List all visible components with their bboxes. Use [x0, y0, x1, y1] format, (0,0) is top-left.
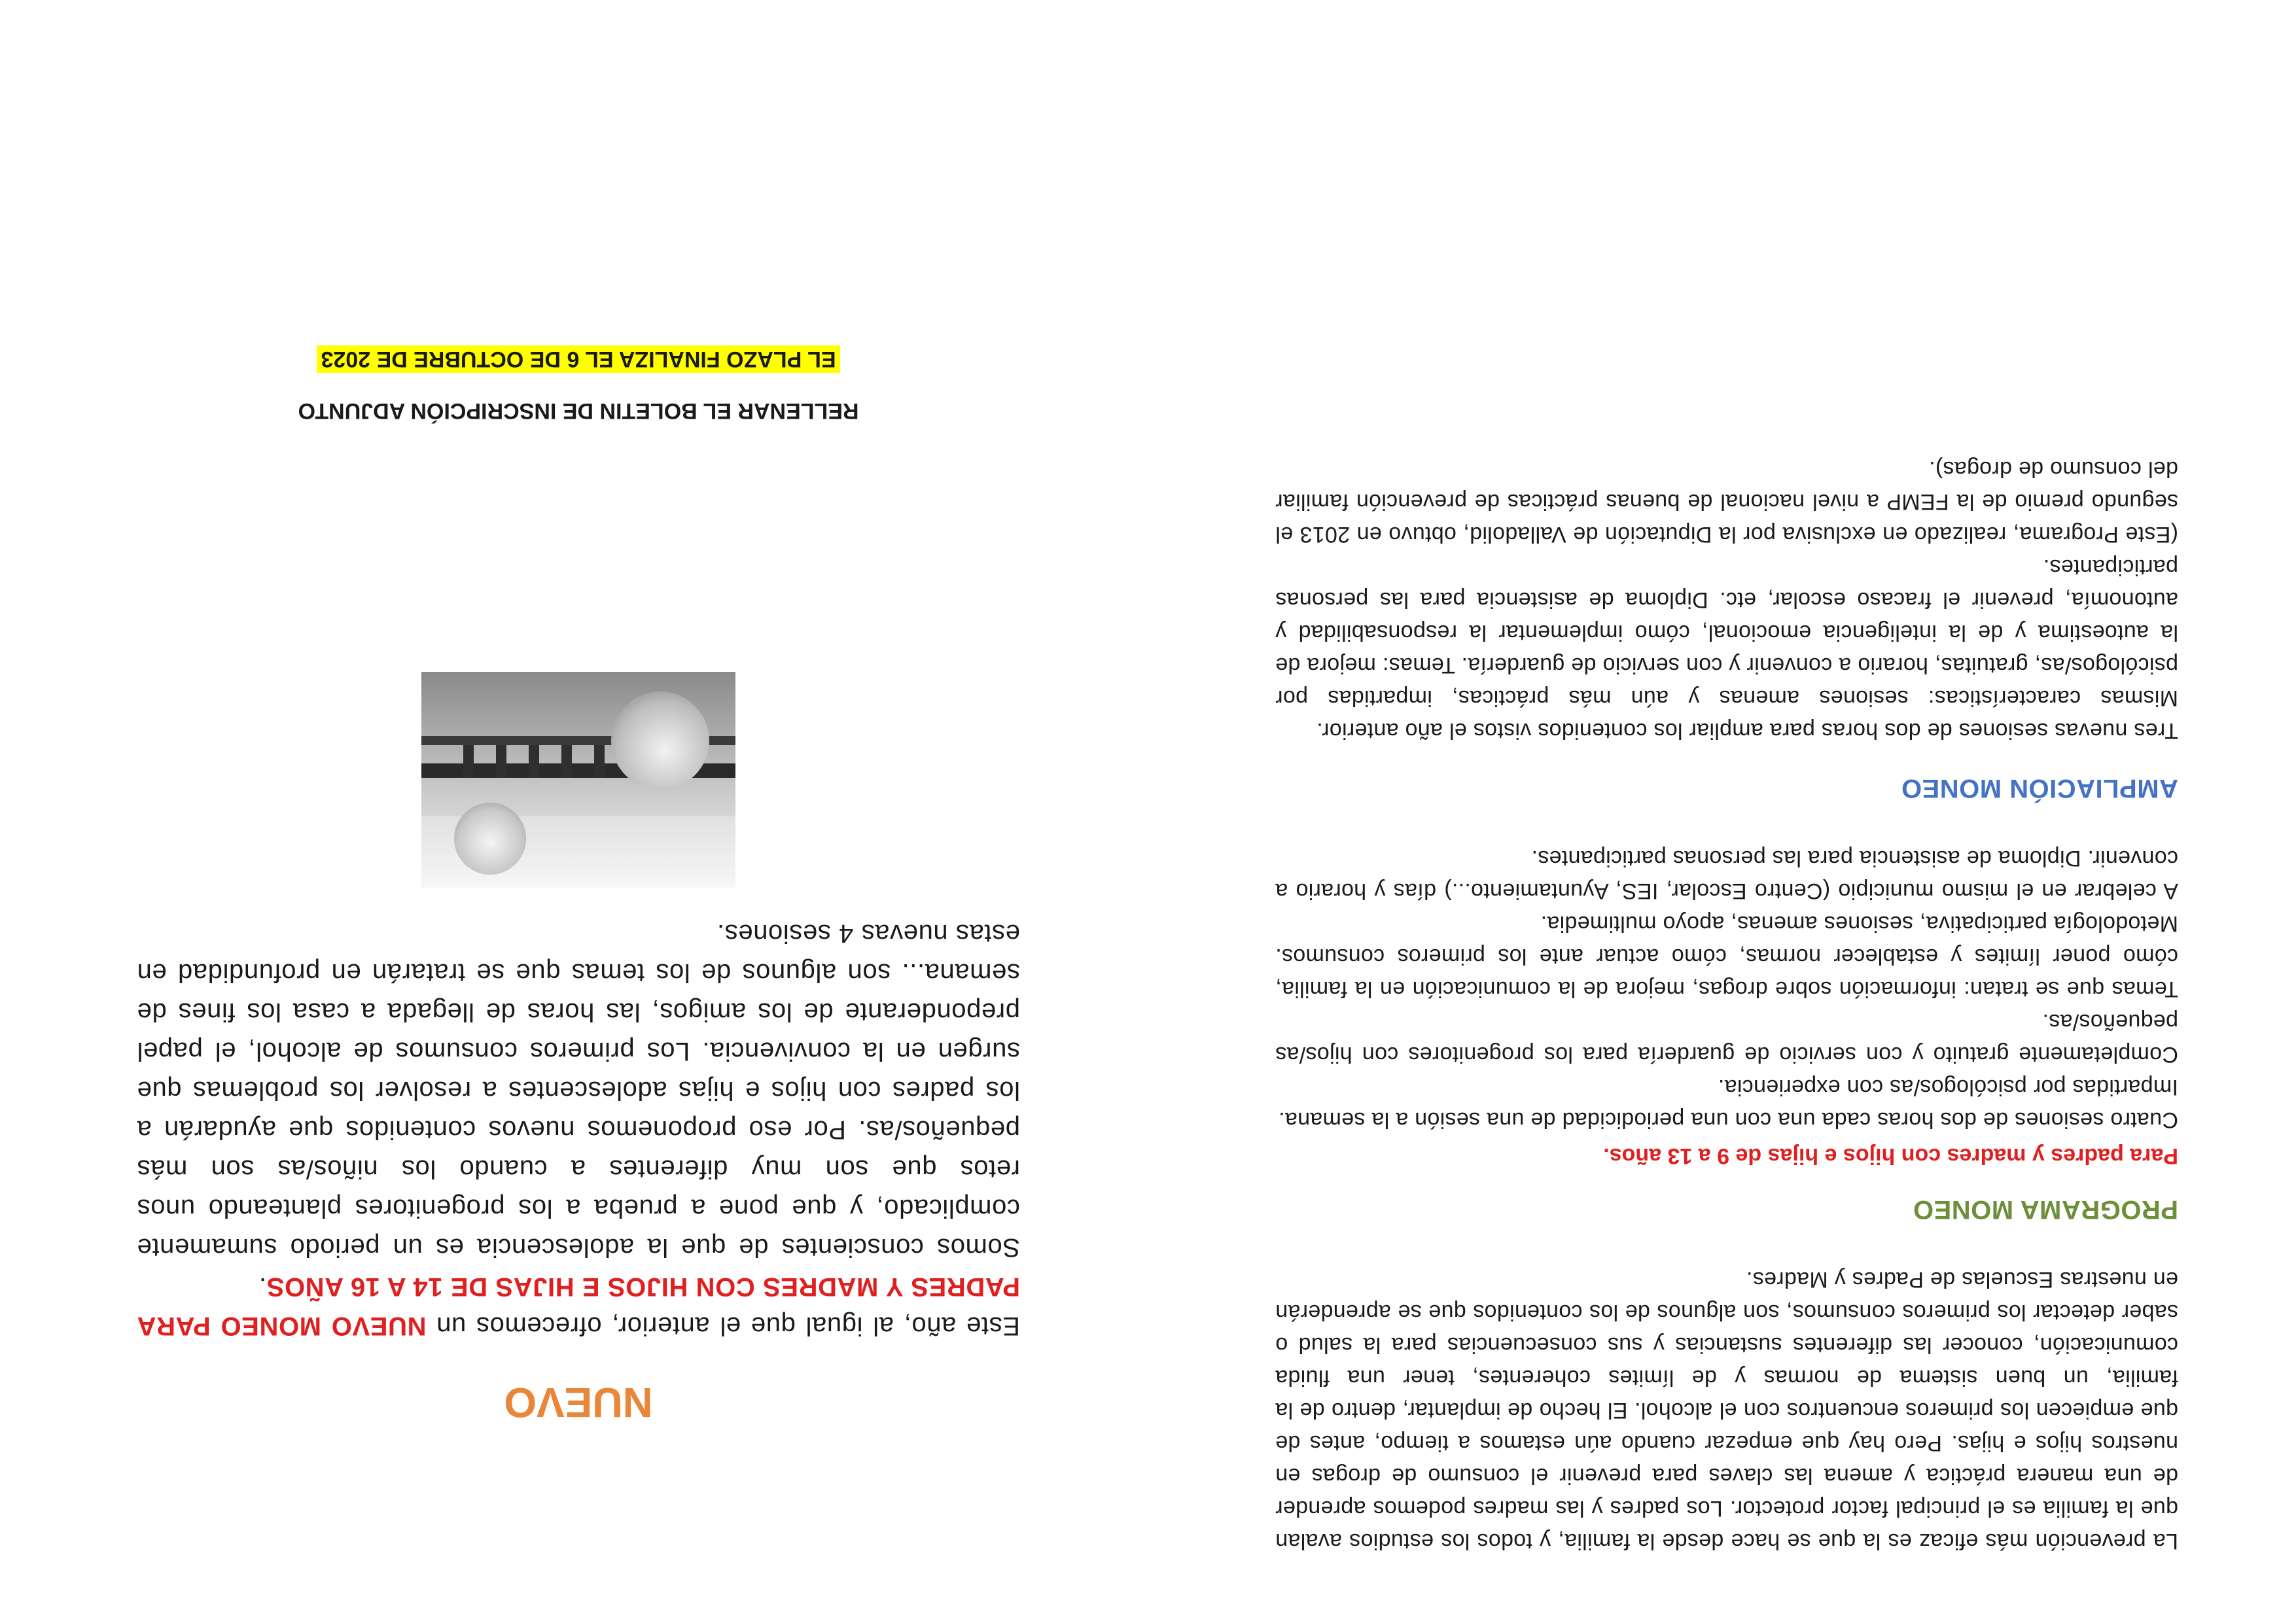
programa-line: A celebrar en el mismo municipio (Centro Escolar, IES, Ayuntamiento...) días y horario a convenir. Diploma de asistencia para las personas participantes. [1275, 846, 2178, 903]
right-panel [137, 346, 1020, 1558]
photo-adult-head [611, 691, 709, 790]
photo-child-head [454, 803, 526, 875]
programa-line: Completamente gratuito y con servicio de guardería para los progenitores con hijos/as pequeños/as. [1275, 1009, 2178, 1067]
nuevo-intro [137, 1267, 1020, 1346]
ampliacion-heading: AMPLIACIÓN MONEO [1901, 774, 2178, 803]
deadline-line [137, 346, 1020, 372]
family-photo [421, 672, 735, 888]
nuevo-audience-highlight: PARA PADRES Y MADRES CON HIJOS E HIJAS DE 14 A 16 AÑOS [137, 1272, 1020, 1340]
left-panel [1275, 453, 2178, 1558]
deadline-highlight: EL PLAZO FINALIZA EL 6 DE OCTUBRE DE 2023 [317, 345, 839, 373]
cta-inscription: RELLENAR EL BOLETIN DE INSCRIPCIÓN ADJUNTO [298, 398, 859, 423]
nuevo-title: NUEVO [504, 1379, 653, 1426]
ampliacion-line: Tres nuevas sesiones de dos horas para ampliar los contenidos vistos el año anterior. [1316, 718, 2178, 743]
ampliacion-line: (Este Programa, realizado en exclusiva por la Diputación de Valladolid, obtuvo en 2013 el segundo premio de la FEMP a nivel nacional de buenas prácticas de prevención familiar del consumo de drogas). [1275, 457, 2178, 547]
nuevo-intro-prefix: Este año, al igual que el anterior, ofrecemos un [426, 1312, 1020, 1340]
intro-paragraph: La prevención más eficaz es la que se hace desde la familia, y todos los estudios avalan que la familia es el principal factor protector. Los padres y las madres podemos aprender de una manera práctica y amena las claves para prevenir el consumo de drogas en nuestros hijos e hijas. Pero hay que empezar cuando aún estamos a tiempo, antes de que empiecen los primeros encuentros con el alcohol. El hecho de implantar, dentro de la familia, un buen sistema de normas y de límites coherentes, tener una fluida comunicación, conocer las diferentes sustancias y sus consecuencias para la salud o saber detectar los primeros consumos, son algunos de los contenidos que se aprenderán en nuestras Escuelas de Padres y Madres. [1275, 1267, 2178, 1554]
programa-line: Cuatro sesiones de dos horas cada una con una periodicidad de una sesión a la semana. [1278, 1108, 2178, 1132]
programa-heading: PROGRAMA MONEO [1913, 1195, 2178, 1224]
nuevo-body-paragraph: Somos conscientes de que la adolescencia es un periodo sumamente complicado, y que pone a prueba a los progenitores planteando unos retos que son muy diferentes a cuando los niños/as son más pequeños/as. Por eso proponemos nuevos contenidos que ayudarán a los padres con hijos e hijas adolescentes a resolver los problemas que surgen en la convivencia. Los primeros consumos de alcohol, el papel preponderante de los amigos, las horas de llegada a casa los fines de semana... son algunos de los temas que se tratarán en profundidad en estas nuevas 4 sesiones. [137, 919, 1020, 1262]
programa-subheading: Para padres y madres con hijos e hijas de 9 a 13 años. [1603, 1143, 2178, 1168]
programa-line: Impartidas por psicólogos/as con experiencia. [1718, 1075, 2178, 1100]
nuevo-moneo-highlight: NUEVO MONEO [220, 1312, 427, 1340]
nuevo-intro-suffix: . [258, 1272, 267, 1301]
programa-line: Temas que se tratan: información sobre drogas, mejora de la comunicación en la familia, cómo poner límites y establecer normas, cómo actuar ante los primeros consumos. Metodología participativa, sesiones amenas, apoyo multimedia. [1275, 911, 2178, 1002]
ampliacion-line: Mismas características: sesiones amenas y aún más prácticas, impartidas por psicólogos/as, gratuitas, horario a convenir y con servicio de guardería. Temas: mejora de la autoestima y de la inteligencia emocional, cómo implementar la responsabilidad y autonomía, prevenir el fracaso escolar, etc. Diploma de asistencia para las personas participantes. [1275, 555, 2178, 710]
